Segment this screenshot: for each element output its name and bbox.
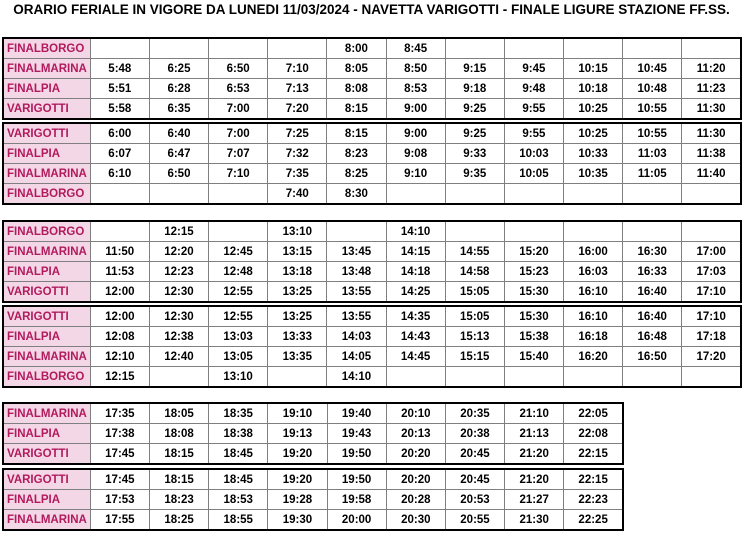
departure-time: 10:48 [623,79,682,99]
departure-time: 20:30 [386,510,445,531]
stop-name: FINALBORGO [3,38,90,59]
departure-time: 13:55 [327,282,386,303]
timetable-block-evening-outbound [2,402,624,465]
departure-time: 15:13 [445,327,504,347]
stop-name: FINALMARINA [3,347,90,367]
departure-time: 10:15 [563,59,622,79]
departure-time [682,221,741,242]
timetable-block-morning-return [2,122,742,205]
departure-time [504,184,563,205]
departure-time: 7:07 [209,144,268,164]
departure-time: 20:20 [386,444,445,465]
departure-time: 17:38 [90,424,149,444]
departure-time: 19:30 [268,510,327,531]
departure-time [504,367,563,388]
departure-time: 17:45 [90,469,149,490]
departure-time: 8:45 [386,38,445,59]
departure-time: 13:25 [268,306,327,327]
departure-time: 8:23 [327,144,386,164]
departure-time: 9:55 [504,99,563,120]
departure-time: 17:18 [682,327,741,347]
departure-time: 8:05 [327,59,386,79]
departure-time: 18:45 [209,469,268,490]
departure-time: 12:40 [149,347,208,367]
stop-name: VARIGOTTI [3,99,90,120]
departure-time: 7:00 [209,123,268,144]
departure-time: 9:10 [386,164,445,184]
departure-time: 12:08 [90,327,149,347]
departure-time: 20:20 [386,469,445,490]
table-row [3,306,741,327]
departure-time: 19:40 [327,403,386,424]
departure-time: 13:33 [268,327,327,347]
departure-time: 7:20 [268,99,327,120]
table-row [3,490,623,510]
departure-time: 20:55 [445,510,504,531]
stop-name: FINALPIA [3,144,90,164]
departure-time: 9:15 [445,59,504,79]
departure-time: 20:00 [327,510,386,531]
departure-time: 16:30 [623,242,682,262]
departure-time: 13:18 [268,262,327,282]
stop-name: FINALPIA [3,327,90,347]
departure-time: 11:38 [682,144,741,164]
stop-name: FINALBORGO [3,184,90,205]
departure-time: 18:25 [149,510,208,531]
departure-time: 9:00 [386,123,445,144]
table-row [3,164,741,184]
departure-time: 21:20 [505,469,564,490]
departure-time: 14:45 [386,347,445,367]
departure-time: 20:45 [445,444,504,465]
table-row [3,221,741,242]
departure-time: 13:48 [327,262,386,282]
departure-time: 6:28 [149,79,208,99]
departure-time: 22:15 [564,444,623,465]
departure-time: 13:35 [268,347,327,367]
departure-time: 17:00 [682,242,741,262]
departure-time: 12:10 [90,347,149,367]
stop-name: VARIGOTTI [3,444,90,465]
departure-time [209,184,268,205]
departure-time: 19:50 [327,469,386,490]
departure-time: 6:50 [149,164,208,184]
timetable-block-midday-outbound [2,220,742,303]
departure-time: 21:10 [505,403,564,424]
departure-time [90,38,149,59]
departure-time: 10:33 [563,144,622,164]
departure-time: 18:05 [149,403,208,424]
departure-time [209,38,268,59]
departure-time [563,38,622,59]
departure-time: 16:03 [563,262,622,282]
departure-time: 17:35 [90,403,149,424]
departure-time: 5:48 [90,59,149,79]
departure-time: 8:30 [327,184,386,205]
stop-name: FINALBORGO [3,367,90,388]
departure-time: 19:13 [268,424,327,444]
departure-time: 16:40 [623,306,682,327]
departure-time: 12:20 [149,242,208,262]
departure-time: 7:35 [268,164,327,184]
departure-time [268,38,327,59]
departure-time: 13:25 [268,282,327,303]
departure-time [90,221,149,242]
departure-time: 15:40 [504,347,563,367]
departure-time [445,367,504,388]
departure-time: 9:18 [445,79,504,99]
departure-time: 6:47 [149,144,208,164]
timetable-block-midday-return [2,305,742,388]
stop-name: FINALMARINA [3,59,90,79]
departure-time: 19:50 [327,444,386,465]
departure-time: 10:18 [563,79,622,99]
table-row [3,367,741,388]
table-row [3,144,741,164]
departure-time [386,367,445,388]
departure-time: 15:30 [504,282,563,303]
departure-time: 8:08 [327,79,386,99]
departure-time: 9:08 [386,144,445,164]
departure-time: 15:38 [504,327,563,347]
stop-name: VARIGOTTI [3,282,90,303]
departure-time: 7:10 [209,164,268,184]
departure-time: 8:25 [327,164,386,184]
departure-time: 16:48 [623,327,682,347]
departure-time: 13:10 [209,367,268,388]
stop-name: FINALMARINA [3,510,90,531]
departure-time: 21:27 [505,490,564,510]
departure-time: 13:05 [209,347,268,367]
departure-time: 11:20 [682,59,741,79]
departure-time [90,184,149,205]
departure-time [623,184,682,205]
departure-time: 11:05 [623,164,682,184]
departure-time: 9:33 [445,144,504,164]
departure-time: 6:25 [149,59,208,79]
departure-time [682,367,741,388]
departure-time: 22:08 [564,424,623,444]
departure-time: 19:28 [268,490,327,510]
departure-time: 14:58 [445,262,504,282]
departure-time [149,367,208,388]
table-row [3,327,741,347]
departure-time [623,38,682,59]
departure-time: 12:45 [209,242,268,262]
table-row [3,123,741,144]
departure-time: 13:03 [209,327,268,347]
departure-time: 5:58 [90,99,149,120]
departure-time: 14:43 [386,327,445,347]
departure-time: 14:05 [327,347,386,367]
departure-time: 18:55 [209,510,268,531]
departure-time: 11:53 [90,262,149,282]
departure-time: 11:40 [682,164,741,184]
departure-time: 14:15 [386,242,445,262]
table-row [3,510,623,531]
departure-time: 10:45 [623,59,682,79]
departure-time: 15:23 [504,262,563,282]
departure-time: 16:00 [563,242,622,262]
departure-time: 7:13 [268,79,327,99]
departure-time: 20:10 [386,403,445,424]
table-row [3,282,741,303]
stop-name: FINALPIA [3,79,90,99]
departure-time: 15:15 [445,347,504,367]
departure-time: 10:25 [563,123,622,144]
departure-time: 17:55 [90,510,149,531]
departure-time: 11:50 [90,242,149,262]
departure-time: 14:10 [386,221,445,242]
departure-time: 12:30 [149,306,208,327]
departure-time: 8:00 [327,38,386,59]
departure-time [445,38,504,59]
table-row [3,347,741,367]
departure-time: 18:35 [209,403,268,424]
departure-time: 13:55 [327,306,386,327]
departure-time: 22:05 [564,403,623,424]
departure-time: 11:23 [682,79,741,99]
departure-time: 21:30 [505,510,564,531]
departure-time: 18:08 [149,424,208,444]
departure-time: 16:50 [623,347,682,367]
departure-time [682,184,741,205]
departure-time [563,184,622,205]
departure-time: 18:38 [209,424,268,444]
departure-time: 11:30 [682,123,741,144]
departure-time: 12:38 [149,327,208,347]
departure-time: 8:15 [327,99,386,120]
departure-time: 17:10 [682,306,741,327]
departure-time: 7:40 [268,184,327,205]
departure-time: 20:45 [445,469,504,490]
departure-time: 6:50 [209,59,268,79]
timetable-block-morning-outbound [2,37,742,120]
departure-time: 18:45 [209,444,268,465]
departure-time: 14:18 [386,262,445,282]
departure-time: 11:30 [682,99,741,120]
departure-time: 8:15 [327,123,386,144]
departure-time: 16:20 [563,347,622,367]
departure-time: 6:53 [209,79,268,99]
stop-name: FINALMARINA [3,242,90,262]
departure-time: 17:03 [682,262,741,282]
departure-time: 7:00 [209,99,268,120]
departure-time: 9:48 [504,79,563,99]
departure-time: 7:10 [268,59,327,79]
departure-time [209,221,268,242]
departure-time: 17:53 [90,490,149,510]
departure-time: 17:45 [90,444,149,465]
departure-time: 12:00 [90,282,149,303]
departure-time: 13:45 [327,242,386,262]
departure-time: 10:25 [563,99,622,120]
departure-time: 22:25 [564,510,623,531]
departure-time: 19:20 [268,469,327,490]
departure-time: 6:10 [90,164,149,184]
stop-name: VARIGOTTI [3,306,90,327]
departure-time [682,38,741,59]
table-row [3,38,741,59]
departure-time: 12:55 [209,282,268,303]
table-row [3,99,741,120]
departure-time: 22:23 [564,490,623,510]
stop-name: VARIGOTTI [3,469,90,490]
departure-time: 12:55 [209,306,268,327]
departure-time: 12:23 [149,262,208,282]
departure-time: 20:13 [386,424,445,444]
departure-time: 15:20 [504,242,563,262]
departure-time: 14:35 [386,306,445,327]
departure-time: 7:25 [268,123,327,144]
departure-time: 8:53 [386,79,445,99]
departure-time: 21:13 [505,424,564,444]
table-row [3,403,623,424]
table-row [3,79,741,99]
departure-time [563,221,622,242]
timetable-block-evening-return [2,468,624,531]
departure-time [623,367,682,388]
departure-time: 16:18 [563,327,622,347]
departure-time: 10:05 [504,164,563,184]
departure-time: 16:33 [623,262,682,282]
departure-time: 15:30 [504,306,563,327]
table-row [3,262,741,282]
departure-time [149,184,208,205]
departure-time: 19:58 [327,490,386,510]
stop-name: VARIGOTTI [3,123,90,144]
departure-time: 11:03 [623,144,682,164]
departure-time: 9:35 [445,164,504,184]
stop-name: FINALPIA [3,262,90,282]
departure-time: 6:35 [149,99,208,120]
departure-time: 18:53 [209,490,268,510]
departure-time: 9:00 [386,99,445,120]
stop-name: FINALBORGO [3,221,90,242]
departure-time: 14:25 [386,282,445,303]
departure-time: 21:20 [505,444,564,465]
departure-time: 18:23 [149,490,208,510]
departure-time: 17:20 [682,347,741,367]
departure-time: 8:50 [386,59,445,79]
departure-time: 20:53 [445,490,504,510]
departure-time: 14:03 [327,327,386,347]
departure-time [563,367,622,388]
departure-time: 7:32 [268,144,327,164]
departure-time: 17:10 [682,282,741,303]
departure-time [445,184,504,205]
departure-time: 20:38 [445,424,504,444]
timetable-title: ORARIO FERIALE IN VIGORE DA LUNEDI 11/03/2024 - NAVETTA VARIGOTTI - FINALE LIGURE STAZIONE FF.SS. [13,2,730,17]
departure-time: 16:40 [623,282,682,303]
departure-time: 18:15 [149,444,208,465]
departure-time: 9:55 [504,123,563,144]
departure-time: 10:55 [623,123,682,144]
departure-time: 22:15 [564,469,623,490]
departure-time: 14:55 [445,242,504,262]
departure-time: 6:40 [149,123,208,144]
departure-time: 6:07 [90,144,149,164]
table-row [3,469,623,490]
departure-time: 16:10 [563,282,622,303]
departure-time: 12:15 [90,367,149,388]
departure-time: 10:35 [563,164,622,184]
departure-time [623,221,682,242]
departure-time [386,184,445,205]
departure-time: 9:25 [445,99,504,120]
departure-time: 19:20 [268,444,327,465]
departure-time: 15:05 [445,306,504,327]
departure-time: 19:10 [268,403,327,424]
departure-time: 20:35 [445,403,504,424]
departure-time: 19:43 [327,424,386,444]
departure-time: 14:10 [327,367,386,388]
departure-time [149,38,208,59]
departure-time: 12:30 [149,282,208,303]
departure-time: 13:15 [268,242,327,262]
departure-time: 9:45 [504,59,563,79]
table-row [3,242,741,262]
stop-name: FINALPIA [3,490,90,510]
stop-name: FINALPIA [3,424,90,444]
departure-time [268,367,327,388]
departure-time: 12:00 [90,306,149,327]
departure-time: 15:05 [445,282,504,303]
table-row [3,184,741,205]
departure-time [327,221,386,242]
table-row [3,444,623,465]
departure-time: 13:10 [268,221,327,242]
departure-time: 6:00 [90,123,149,144]
stop-name: FINALMARINA [3,403,90,424]
departure-time: 18:15 [149,469,208,490]
departure-time: 9:25 [445,123,504,144]
departure-time [504,38,563,59]
departure-time [445,221,504,242]
departure-time: 10:03 [504,144,563,164]
table-row [3,424,623,444]
departure-time: 5:51 [90,79,149,99]
departure-time: 10:55 [623,99,682,120]
departure-time: 12:15 [149,221,208,242]
departure-time: 20:28 [386,490,445,510]
departure-time: 12:48 [209,262,268,282]
departure-time [504,221,563,242]
table-row [3,59,741,79]
stop-name: FINALMARINA [3,164,90,184]
departure-time: 16:10 [563,306,622,327]
